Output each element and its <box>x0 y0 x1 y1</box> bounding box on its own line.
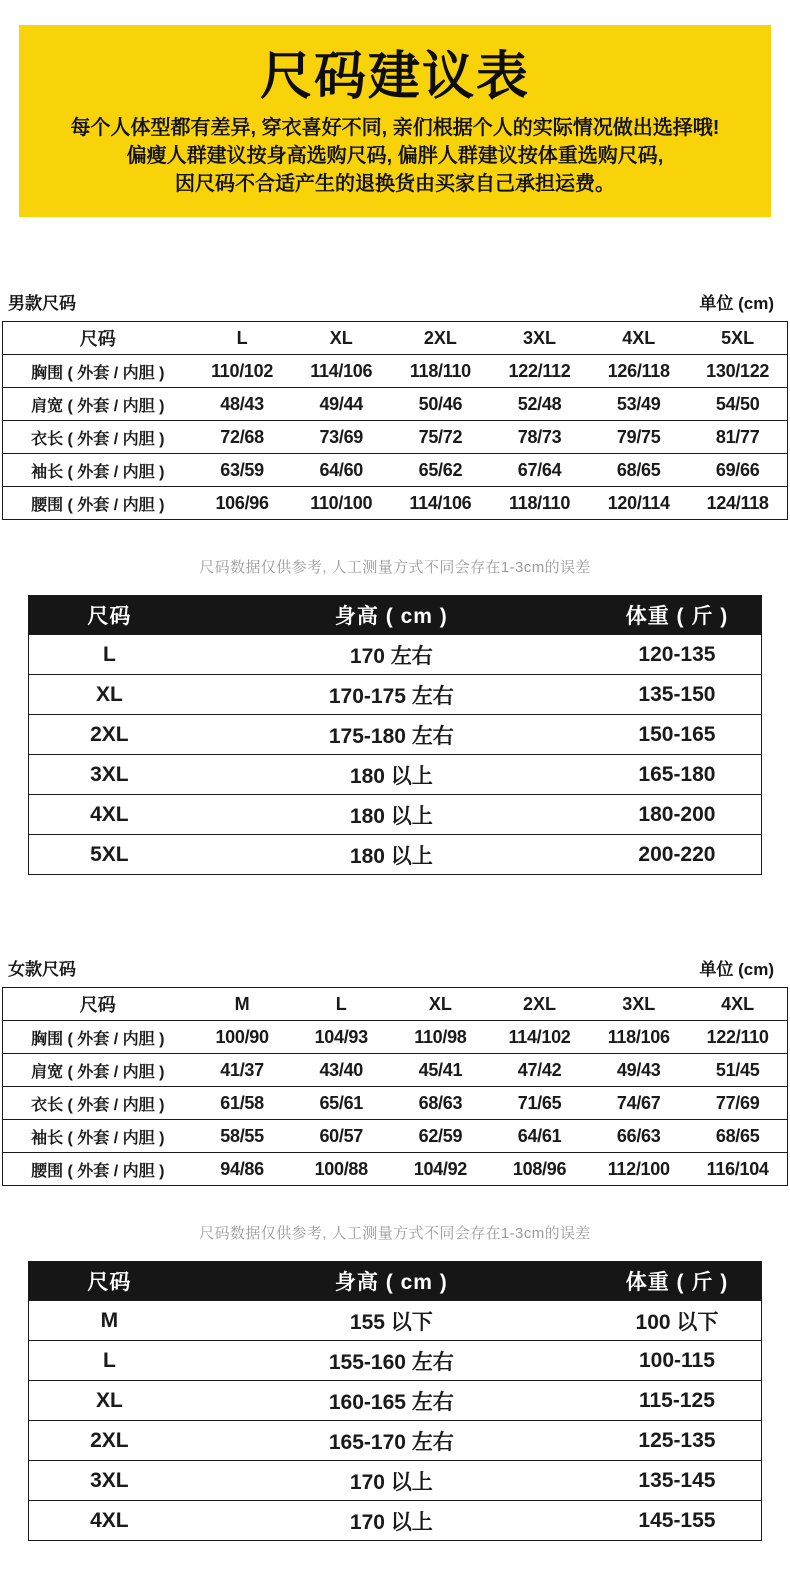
value-cell: 108/96 <box>490 1153 589 1186</box>
value-cell: 63/59 <box>193 454 292 487</box>
height-cell: 175-180 左右 <box>190 715 593 755</box>
size-cell: 3XL <box>29 1461 190 1501</box>
table-row <box>3 1120 788 1153</box>
value-cell: 126/118 <box>589 355 688 388</box>
height-cell: 170 以上 <box>190 1501 593 1541</box>
weight-cell: 135-150 <box>593 675 762 715</box>
size-cell: XL <box>29 1381 190 1421</box>
value-cell: 68/65 <box>589 454 688 487</box>
table-row <box>3 487 788 520</box>
header-cell: 3XL <box>622 993 656 1014</box>
table-row <box>29 1381 762 1421</box>
value-cell: 114/102 <box>490 1021 589 1054</box>
weight-cell: 150-165 <box>593 715 762 755</box>
size-cell: XL <box>29 675 190 715</box>
value-cell: 110/102 <box>193 355 292 388</box>
value-cell: 106/96 <box>193 487 292 520</box>
banner-text <box>19 114 771 198</box>
row-label-cell: 袖长 ( 外套 / 内胆 ) <box>3 454 193 487</box>
table-row <box>3 1153 788 1186</box>
value-cell: 116/104 <box>688 1153 787 1186</box>
size-cell: M <box>29 1301 190 1341</box>
value-cell: 64/61 <box>490 1120 589 1153</box>
value-cell: 77/69 <box>688 1087 787 1120</box>
height-cell: 170 以上 <box>190 1461 593 1501</box>
header-cell: 身高 ( cm ) <box>190 596 593 635</box>
value-cell: 118/106 <box>589 1021 688 1054</box>
women-section-head <box>8 955 774 980</box>
value-cell: 130/122 <box>688 355 787 388</box>
table-row <box>3 355 788 388</box>
header-cell: 身高 ( cm ) <box>190 1262 593 1301</box>
value-cell: 62/59 <box>391 1120 490 1153</box>
men-section <box>0 289 790 875</box>
value-cell: 65/61 <box>292 1087 391 1120</box>
value-cell: 49/43 <box>589 1054 688 1087</box>
height-cell: 155 以下 <box>190 1301 593 1341</box>
table-row <box>29 1341 762 1381</box>
women-fit-table <box>28 1261 762 1541</box>
value-cell: 41/37 <box>193 1054 292 1087</box>
weight-cell: 120-135 <box>593 635 762 675</box>
table-header-row <box>3 322 788 355</box>
row-label-cell: 胸围 ( 外套 / 内胆 ) <box>3 1021 193 1054</box>
men-section-title: 男款尺码 <box>8 294 76 313</box>
value-cell: 118/110 <box>490 487 589 520</box>
value-cell: 67/64 <box>490 454 589 487</box>
row-label-cell: 袖长 ( 外套 / 内胆 ) <box>3 1120 193 1153</box>
value-cell: 45/41 <box>391 1054 490 1087</box>
row-label-cell: 腰围 ( 外套 / 内胆 ) <box>3 487 193 520</box>
value-cell: 48/43 <box>193 388 292 421</box>
table-row <box>29 755 762 795</box>
value-cell: 49/44 <box>292 388 391 421</box>
header-cell: M <box>234 993 250 1014</box>
value-cell: 124/118 <box>688 487 787 520</box>
value-cell: 68/65 <box>688 1120 787 1153</box>
height-cell: 180 以上 <box>190 835 593 875</box>
table-row <box>3 421 788 454</box>
size-guide-page <box>0 25 790 1541</box>
header-cell: 3XL <box>523 327 557 348</box>
value-cell: 100/90 <box>193 1021 292 1054</box>
banner-line-1: 每个人体型都有差异, 穿衣喜好不同, 亲们根据个人的实际情况做出选择哦! <box>70 117 720 140</box>
table-row <box>29 835 762 875</box>
height-cell: 165-170 左右 <box>190 1421 593 1461</box>
size-cell: L <box>29 635 190 675</box>
value-cell: 64/60 <box>292 454 391 487</box>
value-cell: 66/63 <box>589 1120 688 1153</box>
header-cell: 尺码 <box>79 995 116 1015</box>
table-row <box>3 1087 788 1120</box>
value-cell: 110/98 <box>391 1021 490 1054</box>
value-cell: 110/100 <box>292 487 391 520</box>
value-cell: 72/68 <box>193 421 292 454</box>
weight-cell: 115-125 <box>593 1381 762 1421</box>
row-label-cell: 胸围 ( 外套 / 内胆 ) <box>3 355 193 388</box>
weight-cell: 180-200 <box>593 795 762 835</box>
row-label-cell: 肩宽 ( 外套 / 内胆 ) <box>3 1054 193 1087</box>
size-cell: 4XL <box>29 795 190 835</box>
table-row <box>29 1301 762 1341</box>
header-cell: 尺码 <box>29 1262 190 1301</box>
weight-cell: 145-155 <box>593 1501 762 1541</box>
men-section-head <box>8 289 774 314</box>
header-cell: 体重 ( 斤 ) <box>593 1262 762 1301</box>
value-cell: 68/63 <box>391 1087 490 1120</box>
row-label-cell: 衣长 ( 外套 / 内胆 ) <box>3 1087 193 1120</box>
size-cell: 4XL <box>29 1501 190 1541</box>
weight-cell: 135-145 <box>593 1461 762 1501</box>
value-cell: 69/66 <box>688 454 787 487</box>
size-cell: 5XL <box>29 835 190 875</box>
value-cell: 122/112 <box>490 355 589 388</box>
table-row <box>29 715 762 755</box>
value-cell: 47/42 <box>490 1054 589 1087</box>
weight-cell: 100 以下 <box>593 1301 762 1341</box>
row-label-cell: 肩宽 ( 外套 / 内胆 ) <box>3 388 193 421</box>
size-cell: 2XL <box>29 715 190 755</box>
banner-line-2: 偏瘦人群建议按身高选购尺码, 偏胖人群建议按体重选购尺码, <box>126 145 664 168</box>
table-row <box>29 1421 762 1461</box>
value-cell: 54/50 <box>688 388 787 421</box>
women-measure-note: 尺码数据仅供参考, 人工测量方式不同会存在1-3cm的误差 <box>199 1225 591 1242</box>
height-cell: 170 左右 <box>190 635 593 675</box>
fit-header-row <box>29 1262 762 1301</box>
header-cell: 5XL <box>721 327 755 348</box>
table-row <box>3 454 788 487</box>
size-cell: L <box>29 1341 190 1381</box>
table-row <box>3 1021 788 1054</box>
value-cell: 51/45 <box>688 1054 787 1087</box>
value-cell: 78/73 <box>490 421 589 454</box>
value-cell: 71/65 <box>490 1087 589 1120</box>
value-cell: 114/106 <box>391 487 490 520</box>
table-row <box>29 1501 762 1541</box>
value-cell: 58/55 <box>193 1120 292 1153</box>
row-label-cell: 衣长 ( 外套 / 内胆 ) <box>3 421 193 454</box>
value-cell: 43/40 <box>292 1054 391 1087</box>
men-measure-note: 尺码数据仅供参考, 人工测量方式不同会存在1-3cm的误差 <box>199 559 591 576</box>
header-cell: 4XL <box>622 327 656 348</box>
value-cell: 94/86 <box>193 1153 292 1186</box>
header-cell: L <box>335 993 347 1014</box>
men-unit-label: 单位 (cm) <box>699 294 774 313</box>
table-header-row <box>3 988 788 1021</box>
value-cell: 53/49 <box>589 388 688 421</box>
value-cell: 52/48 <box>490 388 589 421</box>
header-cell: XL <box>329 327 353 348</box>
value-cell: 79/75 <box>589 421 688 454</box>
value-cell: 104/92 <box>391 1153 490 1186</box>
size-cell: 2XL <box>29 1421 190 1461</box>
fit-header-row <box>29 596 762 635</box>
value-cell: 100/88 <box>292 1153 391 1186</box>
weight-cell: 100-115 <box>593 1341 762 1381</box>
page-title: 尺码建议表 <box>259 48 530 106</box>
men-measurement-table <box>2 321 788 520</box>
header-cell: XL <box>428 993 452 1014</box>
height-cell: 180 以上 <box>190 755 593 795</box>
value-cell: 74/67 <box>589 1087 688 1120</box>
value-cell: 60/57 <box>292 1120 391 1153</box>
value-cell: 120/114 <box>589 487 688 520</box>
table-row <box>29 635 762 675</box>
height-cell: 160-165 左右 <box>190 1381 593 1421</box>
table-row <box>3 388 788 421</box>
value-cell: 75/72 <box>391 421 490 454</box>
weight-cell: 200-220 <box>593 835 762 875</box>
value-cell: 112/100 <box>589 1153 688 1186</box>
banner <box>19 25 771 217</box>
value-cell: 50/46 <box>391 388 490 421</box>
header-cell: 2XL <box>523 993 557 1014</box>
header-cell: 尺码 <box>29 596 190 635</box>
banner-line-3: 因尺码不合适产生的退换货由买家自己承担运费。 <box>175 173 615 196</box>
size-cell: 3XL <box>29 755 190 795</box>
women-unit-label: 单位 (cm) <box>699 960 774 979</box>
height-cell: 180 以上 <box>190 795 593 835</box>
value-cell: 114/106 <box>292 355 391 388</box>
height-cell: 155-160 左右 <box>190 1341 593 1381</box>
header-cell: 4XL <box>721 993 755 1014</box>
value-cell: 118/110 <box>391 355 490 388</box>
row-label-cell: 腰围 ( 外套 / 内胆 ) <box>3 1153 193 1186</box>
header-cell: 体重 ( 斤 ) <box>593 596 762 635</box>
value-cell: 104/93 <box>292 1021 391 1054</box>
value-cell: 81/77 <box>688 421 787 454</box>
weight-cell: 165-180 <box>593 755 762 795</box>
table-row <box>29 675 762 715</box>
value-cell: 122/110 <box>688 1021 787 1054</box>
table-row <box>29 795 762 835</box>
men-fit-table <box>28 595 762 875</box>
table-row <box>29 1461 762 1501</box>
header-cell: 尺码 <box>79 329 116 349</box>
header-cell: L <box>236 327 248 348</box>
value-cell: 73/69 <box>292 421 391 454</box>
value-cell: 65/62 <box>391 454 490 487</box>
women-section-title: 女款尺码 <box>8 960 76 979</box>
women-section <box>0 955 790 1541</box>
weight-cell: 125-135 <box>593 1421 762 1461</box>
value-cell: 61/58 <box>193 1087 292 1120</box>
women-measurement-table <box>2 987 788 1186</box>
header-cell: 2XL <box>423 327 457 348</box>
table-row <box>3 1054 788 1087</box>
height-cell: 170-175 左右 <box>190 675 593 715</box>
